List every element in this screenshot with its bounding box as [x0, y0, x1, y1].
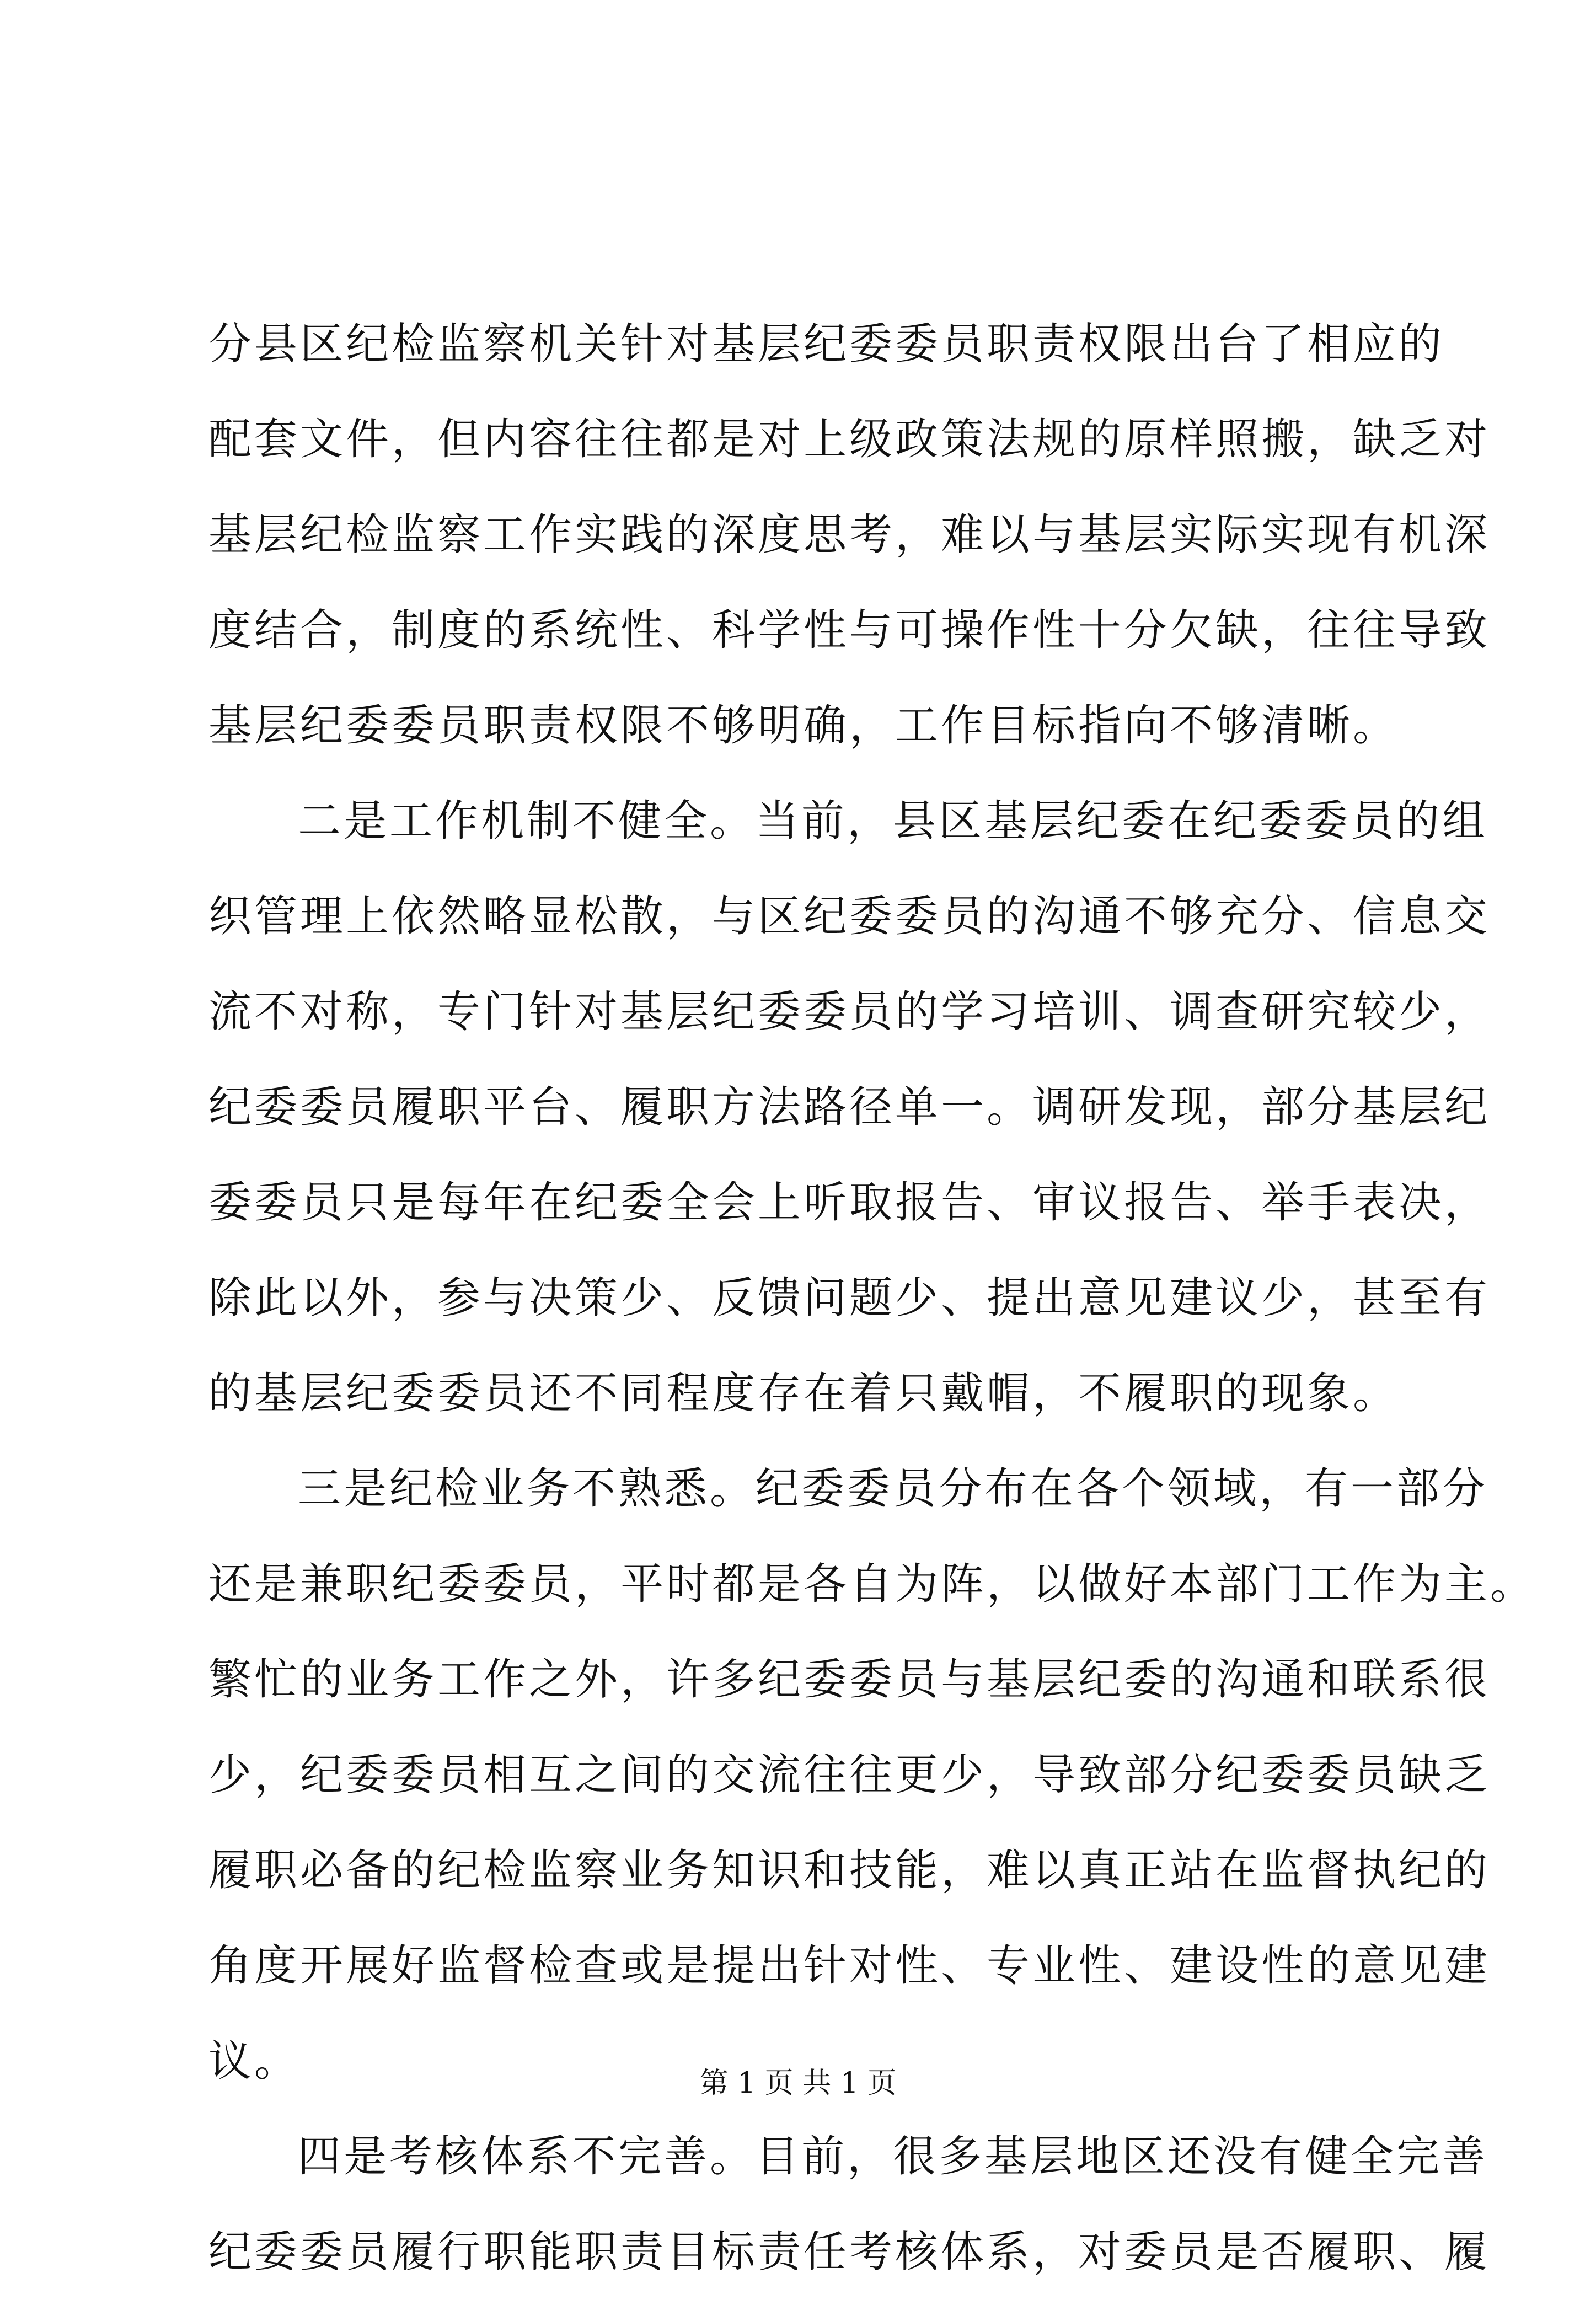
text-line: 织管理上依然略显松散，与区纪委委员的沟通不够充分、信息交 [208, 892, 1491, 941]
page-footer: 第 1 页 共 1 页 [699, 2067, 897, 2100]
text-line: 流不对称，专门针对基层纪委委员的学习培训、调查研究较少， [208, 987, 1491, 1037]
text-line: 的基层纪委委员还不同程度存在着只戴帽，不履职的现象。 [208, 1369, 1399, 1418]
text-line: 委委员只是每年在纪委全会上听取报告、审议报告、举手表决， [208, 1178, 1491, 1227]
text-line: 除此以外，参与决策少、反馈问题少、提出意见建议少，甚至有 [208, 1273, 1491, 1323]
text-line: 纪委委员履职平台、履职方法路径单一。调研发现，部分基层纪 [208, 1082, 1491, 1132]
text-line: 议。 [208, 2036, 301, 2086]
text-line: 还是兼职纪委委员，平时都是各自为阵，以做好本部门工作为主。 [208, 1559, 1536, 1609]
paragraph-start-line: 四是考核体系不完善。目前，很多基层地区还没有健全完善 [298, 2132, 1488, 2181]
text-line: 分县区纪检监察机关针对基层纪委委员职责权限出台了相应的 [208, 319, 1445, 369]
text-line: 配套文件，但内容往往都是对上级政策法规的原样照搬，缺乏对 [208, 415, 1491, 464]
text-line: 角度开展好监督检查或是提出针对性、专业性、建设性的意见建 [208, 1941, 1491, 1991]
text-line: 基层纪委委员职责权限不够明确，工作目标指向不够清晰。 [208, 701, 1399, 750]
text-line: 繁忙的业务工作之外，许多纪委委员与基层纪委的沟通和联系很 [208, 1655, 1491, 1704]
text-line: 履职必备的纪检监察业务知识和技能，难以真正站在监督执纪的 [208, 1846, 1491, 1895]
paragraph-start-line: 二是工作机制不健全。当前，县区基层纪委在纪委委员的组 [298, 796, 1488, 846]
text-line: 纪委委员履行职能职责目标责任考核体系，对委员是否履职、履 [208, 2227, 1491, 2277]
paragraph-start-line: 三是纪检业务不熟悉。纪委委员分布在各个领域，有一部分 [298, 1464, 1488, 1514]
text-line: 少，纪委委员相互之间的交流往往更少，导致部分纪委委员缺乏 [208, 1750, 1491, 1800]
text-line: 基层纪检监察工作实践的深度思考，难以与基层实际实现有机深 [208, 510, 1491, 560]
document-body [208, 297, 1536, 2300]
text-line: 度结合，制度的系统性、科学性与可操作性十分欠缺，往往导致 [208, 605, 1491, 655]
